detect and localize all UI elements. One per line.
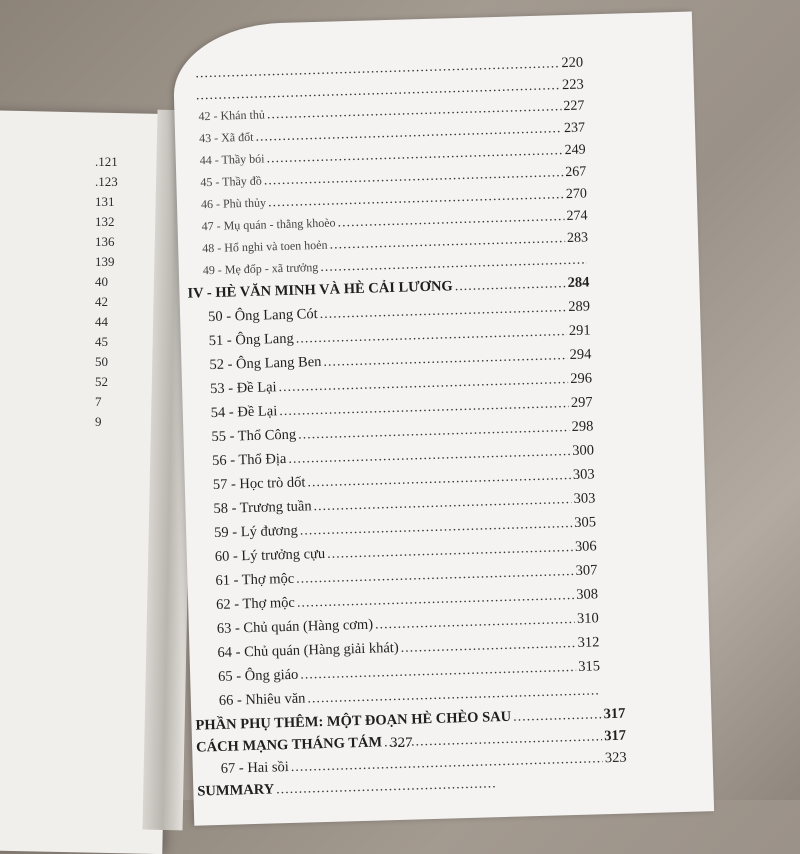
toc-title: 53 - Đề Lại xyxy=(210,379,279,398)
toc-title: 49 - Mẹ đốp - xã trưởng xyxy=(203,260,321,278)
left-number: .123 xyxy=(95,172,155,192)
toc-title: 55 - Thổ Công xyxy=(211,427,298,446)
left-number: .121 xyxy=(95,152,155,172)
toc-title: 67 - Hai sồi xyxy=(221,759,292,778)
toc-page: 227 xyxy=(561,99,584,116)
toc-title: 58 - Trương tuần xyxy=(213,498,314,518)
toc-page: 298 xyxy=(569,418,593,436)
toc-page: 270 xyxy=(564,186,587,203)
toc-title: PHẦN PHỤ THÊM: MỘT ĐOẠN HÈ CHÈO SAU xyxy=(195,709,513,735)
toc-page: 303 xyxy=(571,490,595,508)
leader-dots xyxy=(288,444,570,468)
left-number: 136 xyxy=(95,232,155,252)
toc-page: 307 xyxy=(573,562,597,580)
left-number: 50 xyxy=(95,352,155,372)
toc-title: 54 - Đề Lại xyxy=(211,403,280,422)
left-number: 131 xyxy=(95,192,155,212)
table-of-contents xyxy=(173,51,693,66)
toc-title: 60 - Lý trưởng cựu xyxy=(215,546,328,566)
left-number: 42 xyxy=(95,292,155,312)
toc-page: 297 xyxy=(569,394,593,412)
toc-page: 274 xyxy=(564,208,587,225)
toc-page: 237 xyxy=(562,121,585,138)
leader-dots xyxy=(375,612,575,634)
toc-page: 283 xyxy=(565,230,588,247)
leader-dots xyxy=(278,372,568,396)
toc-title: CÁCH MẠNG THÁNG TÁM xyxy=(196,734,384,756)
toc-title: 47 - Mụ quán - thằng khoèo xyxy=(201,215,337,234)
toc-page: 294 xyxy=(567,346,591,364)
left-number: 7 xyxy=(95,392,155,412)
toc-title: 43 - Xã đốt xyxy=(199,130,256,147)
leader-dots xyxy=(513,707,602,725)
toc-page: 296 xyxy=(568,370,592,388)
leader-dots xyxy=(296,564,574,588)
toc-title: 52 - Ông Lang Ben xyxy=(209,354,323,374)
toc-page: 317 xyxy=(602,728,626,746)
toc-title: 65 - Ông giáo xyxy=(218,667,301,686)
left-page-numbers xyxy=(95,152,155,432)
toc-title: 64 - Chủ quán (Hàng giải khát) xyxy=(217,640,401,662)
toc-page: 220 xyxy=(559,55,583,73)
leader-dots xyxy=(319,300,566,323)
toc-page: 289 xyxy=(566,298,590,316)
left-number: 40 xyxy=(95,272,155,292)
page-folio-number: 327 xyxy=(390,735,413,752)
leader-dots xyxy=(296,324,568,348)
toc-title: 63 - Chủ quán (Hàng cơm) xyxy=(217,617,376,638)
toc-page: 306 xyxy=(573,538,597,556)
leader-dots xyxy=(384,729,603,751)
toc-page: 300 xyxy=(570,442,594,460)
toc-page: 303 xyxy=(571,466,595,484)
leader-dots xyxy=(298,420,570,444)
toc-title: 45 - Thầy đồ xyxy=(200,174,264,191)
leader-dots xyxy=(279,396,569,420)
leader-dots xyxy=(307,468,571,491)
toc-page: 310 xyxy=(575,610,599,628)
toc-page: 284 xyxy=(565,274,589,292)
toc-title: 51 - Ông Lang xyxy=(209,331,296,350)
leader-dots xyxy=(297,588,575,612)
toc-title: 62 - Thợ mộc xyxy=(216,595,297,614)
toc-title: 48 - Hổ nghi và toen hoẻn xyxy=(202,238,330,257)
leader-dots xyxy=(300,660,576,684)
toc-title: 57 - Học trò dốt xyxy=(213,474,308,494)
leader-dots xyxy=(313,492,571,515)
toc-title: 56 - Thổ Địa xyxy=(212,451,289,470)
toc-title: SUMMARY xyxy=(197,781,276,800)
toc-page: 267 xyxy=(563,164,586,181)
left-number: 44 xyxy=(95,312,155,332)
leader-dots xyxy=(300,516,573,540)
right-page xyxy=(172,11,714,825)
toc-page: 291 xyxy=(567,322,591,340)
left-number: 45 xyxy=(95,332,155,352)
leader-dots xyxy=(276,776,496,798)
toc-page: 223 xyxy=(560,77,584,95)
toc-page: 323 xyxy=(603,750,627,768)
toc-title: 59 - Lý đương xyxy=(214,523,300,542)
toc-title: 46 - Phù thủy xyxy=(201,195,268,212)
leader-dots xyxy=(307,683,599,707)
toc-title: 61 - Thợ mộc xyxy=(215,571,296,590)
toc-page: 249 xyxy=(562,143,585,160)
toc-page: 317 xyxy=(601,706,625,724)
toc-page: 315 xyxy=(576,658,600,676)
left-number: 52 xyxy=(95,372,155,392)
toc-title: 66 - Nhiêu văn xyxy=(219,690,308,709)
leader-dots xyxy=(455,276,566,295)
toc-title: 44 - Thầy bói xyxy=(200,151,267,168)
left-number: 132 xyxy=(95,212,155,232)
toc-title: IV - HÈ VĂN MINH VÀ HÈ CẢI LƯƠNG xyxy=(187,278,455,302)
left-number: 139 xyxy=(95,252,155,272)
leader-dots xyxy=(327,540,573,563)
toc-title: 50 - Ông Lang Cót xyxy=(208,306,320,326)
leader-dots xyxy=(400,636,575,657)
toc-page: 308 xyxy=(574,586,598,604)
toc-title: 42 - Khán thủ xyxy=(198,107,267,124)
toc-page: 312 xyxy=(575,634,599,652)
left-number: 9 xyxy=(95,412,155,432)
toc-page: 305 xyxy=(572,514,596,532)
leader-dots xyxy=(323,348,568,371)
